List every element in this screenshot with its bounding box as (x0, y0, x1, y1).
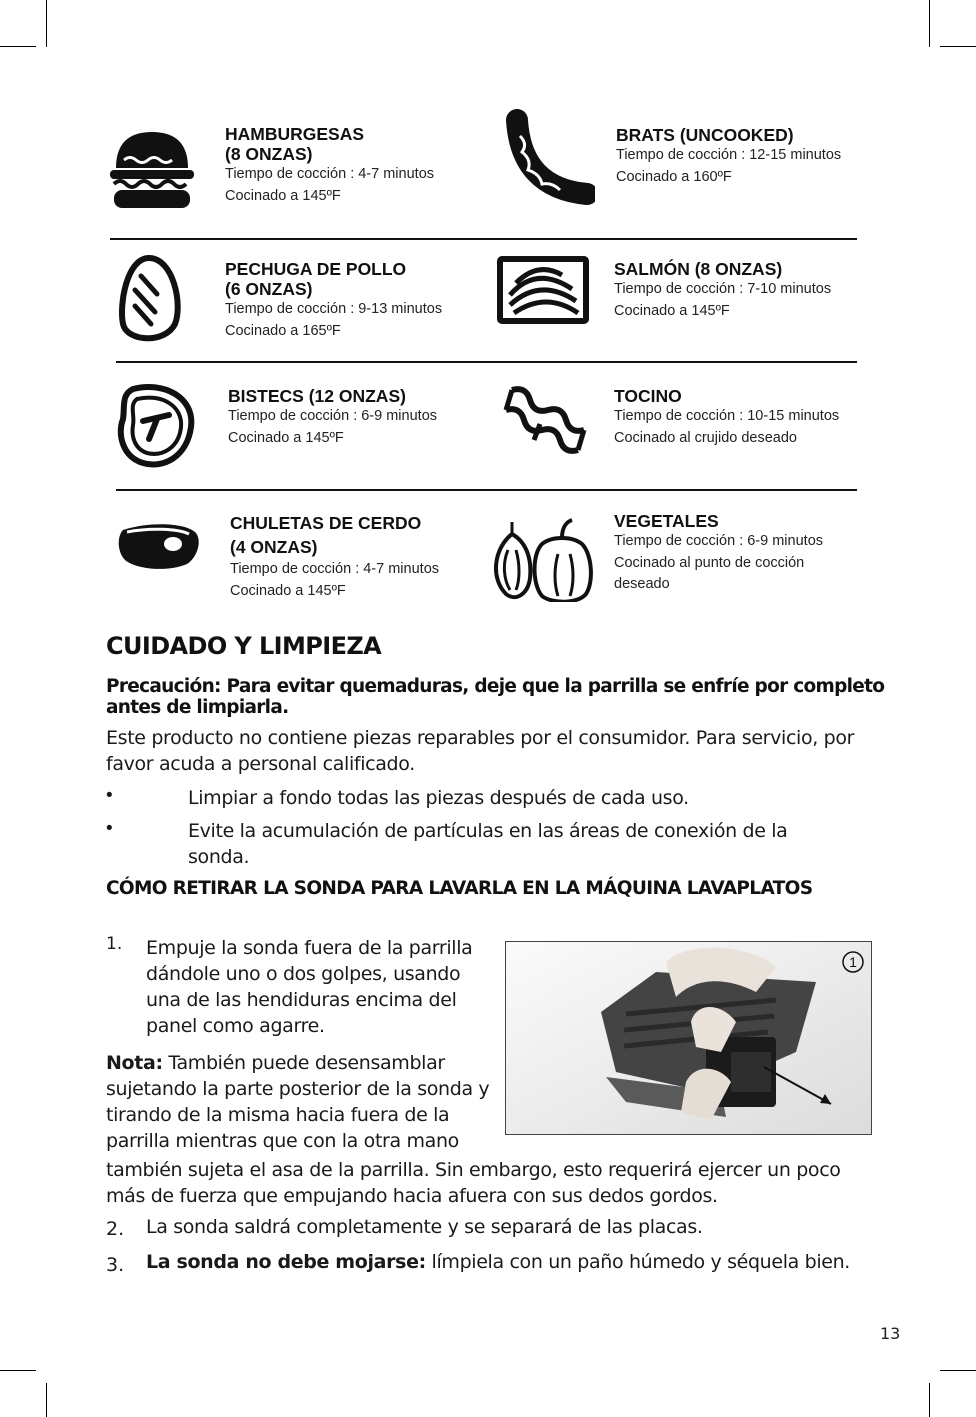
step-number: 2. (106, 1218, 125, 1240)
food-item (225, 259, 442, 342)
crop-mark (940, 46, 976, 47)
crop-mark (929, 0, 930, 47)
divider (116, 361, 857, 363)
cook-time: Tiempo de cocción : 4-7 minutos (230, 561, 440, 577)
note-paragraph (106, 1050, 491, 1154)
cook-time: Tiempo de cocción : 6-9 minutos (614, 533, 824, 549)
divider (116, 489, 857, 491)
crop-mark (940, 1370, 976, 1371)
cook-temp: Cocinado a 160ºF (616, 168, 732, 185)
food-item (614, 511, 823, 596)
intro-paragraph: Este producto no contiene piezas reparables por el consumidor. Para servicio, por favor acuda a personal calificado. (106, 727, 855, 775)
food-title: BISTECS (12 ONZAS) (228, 386, 406, 406)
step-number: 1. (106, 934, 123, 954)
subsection-heading: CÓMO RETIRAR LA SONDA PARA LAVARLA EN LA MÁQUINA LAVAPLATOS (106, 878, 813, 899)
figure-label: 1 (849, 954, 857, 970)
step3-rest: límpiela con un paño húmedo y séquela bien. (425, 1251, 850, 1273)
bullet-symbol: • (106, 818, 113, 839)
cook-temp: Cocinado al punto de cocción deseado (614, 554, 805, 592)
pork-chop-icon (117, 518, 201, 574)
food-title: VEGETALES (614, 511, 719, 531)
bacon-icon (500, 380, 588, 472)
probe-removal-photo (505, 941, 872, 1135)
food-title: SALMÓN (8 ONZAS) (614, 259, 783, 279)
crop-mark (46, 0, 47, 47)
step-number: 3. (106, 1254, 125, 1276)
food-title: HAMBURGESAS (8 ONZAS) (225, 124, 365, 164)
chicken-breast-icon (113, 254, 185, 344)
step3-bold: La sonda no debe mojarse: (146, 1251, 426, 1273)
vegetables-icon (486, 514, 594, 602)
food-title: TOCINO (614, 386, 682, 406)
step-text (146, 1249, 886, 1275)
bullet-text: Limpiar a fondo todas las piezas después de cada uso. (188, 787, 689, 809)
bullet-text: Evite la acumulación de partículas en las áreas de conexión de la sonda. (188, 820, 788, 868)
food-item (225, 124, 434, 207)
hamburger-icon (106, 126, 198, 212)
cook-temp: Cocinado al crujido deseado (614, 429, 797, 446)
salmon-icon (496, 255, 592, 327)
food-item (614, 259, 831, 322)
caution-text: Precaución: Para evitar quemaduras, deje que la parrilla se enfríe por completo antes de limpiarla. (106, 676, 885, 718)
food-item (228, 386, 437, 449)
divider (110, 238, 857, 240)
cook-time: Tiempo de cocción : 7-10 minutos (614, 281, 832, 297)
food-title: CHULETAS DE CERDO (4 ONZAS) (230, 513, 422, 557)
note-label: Nota: (106, 1052, 163, 1074)
note-continuation: también sujeta el asa de la parrilla. Sin embargo, esto requerirá ejercer un poco más de fuerza que empujando hacia afuera con sus dedos gordos. (106, 1159, 841, 1207)
section-heading: CUIDADO Y LIMPIEZA (106, 632, 382, 660)
bullet-symbol: • (106, 785, 113, 806)
crop-mark (929, 1383, 930, 1417)
cook-temp: Cocinado a 165ºF (225, 322, 341, 339)
step-text: Empuje la sonda fuera de la parrilla dándole uno o dos golpes, usando una de las hendiduras encima del panel como agarre. (146, 937, 473, 1037)
food-item (616, 125, 841, 188)
crop-mark (0, 1370, 36, 1371)
note-text: También puede desensamblar sujetando la parte posterior de la sonda y tirando de la misma hacia fuera de la parrilla mientras que con la otra mano (106, 1052, 490, 1152)
food-item (230, 511, 439, 602)
food-title: PECHUGA DE POLLO (6 ONZAS) (225, 259, 407, 299)
crop-mark (0, 46, 36, 47)
step-text: La sonda saldrá completamente y se separará de las placas. (146, 1216, 703, 1238)
grill-illustration (506, 942, 871, 1134)
cook-temp: Cocinado a 145ºF (228, 429, 344, 446)
sausage-icon (503, 108, 595, 208)
cook-time: Tiempo de cocción : 6-9 minutos (228, 408, 438, 424)
cook-time: Tiempo de cocción : 12-15 minutos (616, 147, 842, 163)
cook-time: Tiempo de cocción : 4-7 minutos (225, 166, 435, 182)
cook-temp: Cocinado a 145ºF (225, 187, 341, 204)
food-title: BRATS (UNCOOKED) (616, 125, 794, 145)
steak-icon (113, 381, 197, 471)
page-number: 13 (880, 1324, 901, 1343)
cook-time: Tiempo de cocción : 9-13 minutos (225, 301, 443, 317)
food-item (614, 386, 839, 449)
cook-temp: Cocinado a 145ºF (614, 302, 730, 319)
crop-mark (46, 1383, 47, 1417)
cook-time: Tiempo de cocción : 10-15 minutos (614, 408, 840, 424)
cook-temp: Cocinado a 145ºF (230, 582, 346, 599)
